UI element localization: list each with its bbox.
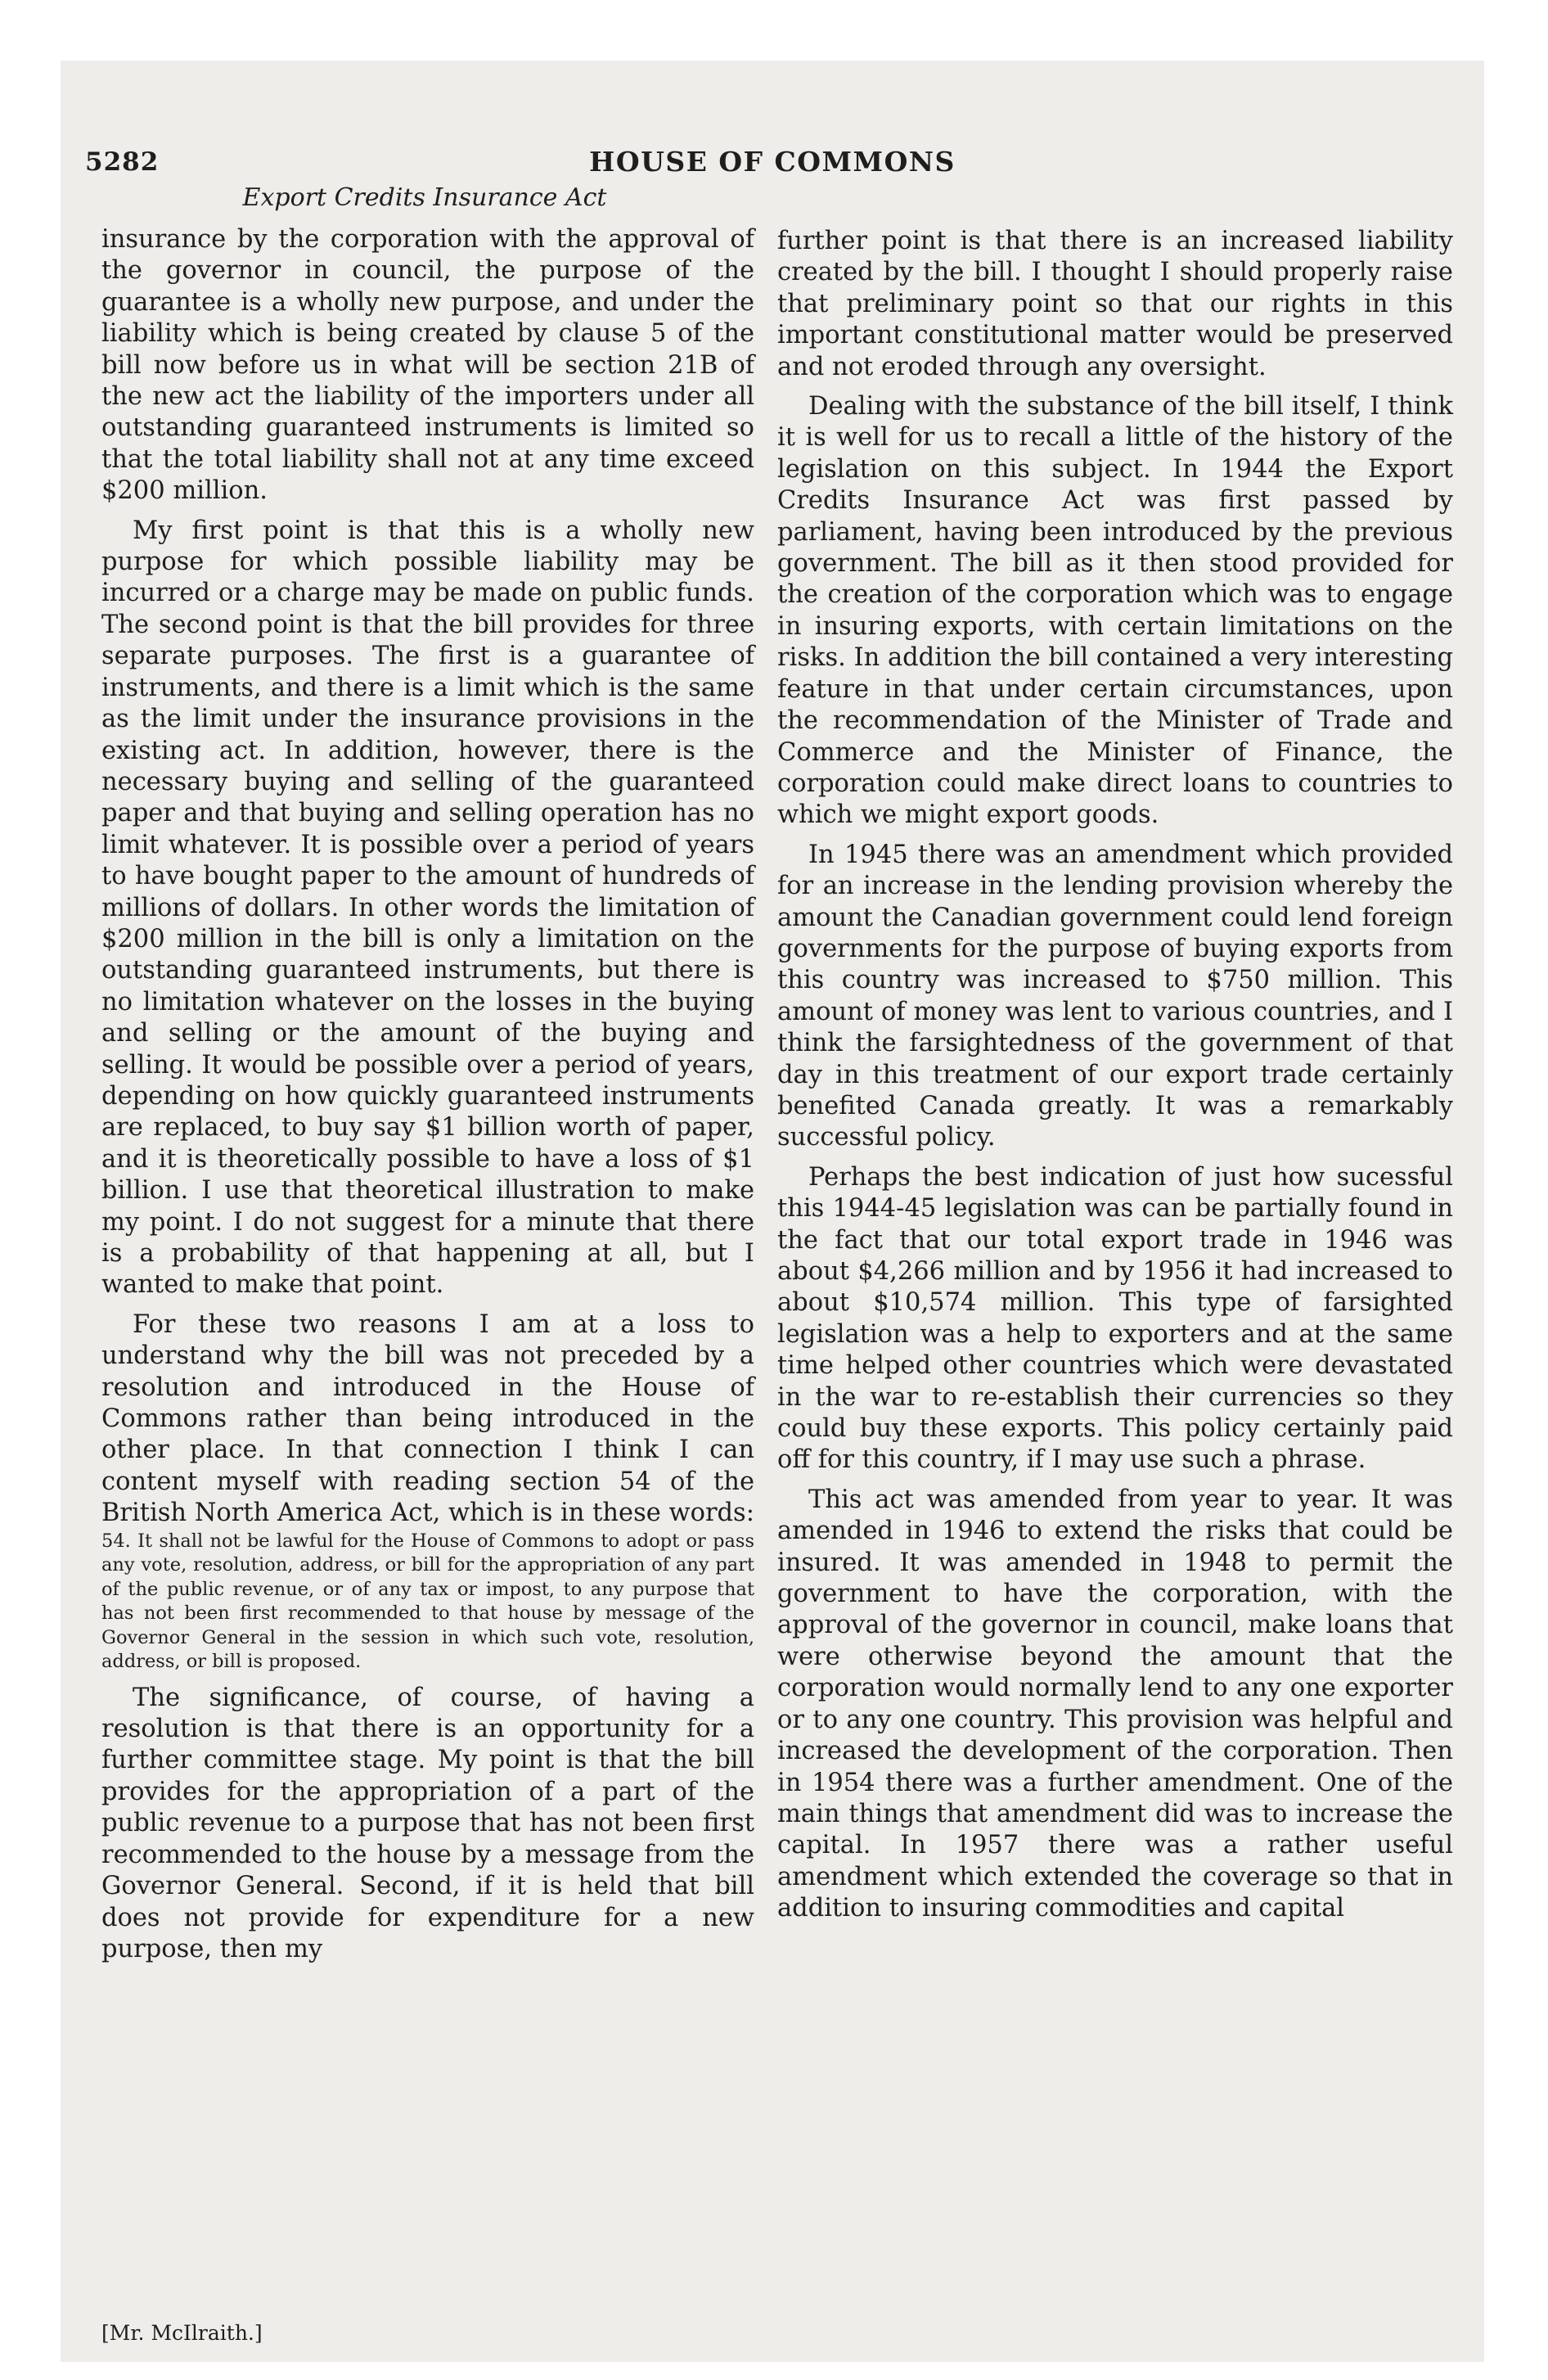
paragraph: For these two reasons I am at a loss to understand why the bill was not preceded by a resolution and introduced in the House of Commons rather than being introduced in the other place. In that connection I think I can content myself with reading section 54 of the British North America Act, which is in these words:	[101, 1309, 754, 1528]
paragraph: This act was amended from year to year. It was amended in 1946 to extend the risks that could be insured. It was amended in 1948 to permit the government to have the corporation, with the approval of the governor in council, make loans that were otherwise beyond the amount that the corporation would normally lend to any one exporter or to any one country. This provision was helpful and increased the development of the corporation. Then in 1954 there was a further amendment. One of the main things that amendment did was to increase the capital. In 1957 there was a rather useful amendment which extended the coverage so that in addition to insuring commodities and capital	[777, 1485, 1453, 1923]
document-page	[61, 61, 1484, 2362]
paragraph: Dealing with the substance of the bill itself, I think it is well for us to recall a little of the history of the legislation on this subject. In 1944 the Export Credits Insurance Act was first passed by parliament, having been introduced by the previous government. The bill as it then stood provided for the creation of the corporation which was to engage in insuring exports, with certain limitations on the risks. In addition the bill contained a very interesting feature in that under certain circumstances, upon the recommendation of the Minister of Trade and Commerce and the Minister of Finance, the corporation could make direct loans to countries to which we might export goods.	[777, 392, 1453, 830]
right-column	[777, 226, 1453, 1925]
speaker-attribution: [Mr. McIlraith.]	[101, 2321, 263, 2345]
paragraph: The significance, of course, of having a resolution is that there is an opportunity for a further committee stage. My point is that the bill provides for the appropriation of a part of the public revenue to a purpose that has not been first recommended to the house by a message from the Governor General. Second, if it is held that bill does not provide for expenditure for a new purpose, then my	[101, 1683, 754, 1963]
paragraph: In 1945 there was an amendment which provided for an increase in the lending provision whereby the amount the Canadian government could lend foreign governments for the purpose of buying exports from this country was increased to $750 million. This amount of money was lent to various countries, and I think the farsightedness of the government of that day in this treatment of our export trade certainly benefited Canada greatly. It was a remarkably successful policy.	[777, 840, 1453, 1152]
paragraph: further point is that there is an increased liability created by the bill. I thought I should properly raise that preliminary point so that our rights in this important constitutional matter would be preserved and not eroded through any oversight.	[777, 227, 1453, 381]
paragraph: My first point is that this is a wholly new purpose for which possible liability may be incurred or a charge may be made on public funds. The second point is that the bill provides for three separate purposes. The first is a guarantee of instruments, and there is a limit which is the same as the limit under the insurance provisions in the existing act. In addition, however, there is the necessary buying and selling of the guaranteed paper and that buying and selling operation has no limit whatever. It is possible over a period of years to have bought paper to the amount of hundreds of millions of dollars. In other words the limitation of $200 million in the bill is only a limitation on the outstanding guaranteed instruments, but there is no limitation whatever on the losses in the buying and selling or the amount of the buying and selling. It would be possible over a period of years, depending on how quickly guaranteed instruments are replaced, to buy say $1 billion worth of paper, and it is theoretically possible to have a loss of $1 billion. I use that theoretical illustration to make my point. I do not suggest for a minute that there is a probability of that happening at all, but I wanted to make that point.	[101, 516, 754, 1300]
running-head: HOUSE OF COMMONS	[589, 146, 956, 178]
paragraph: Perhaps the best indication of just how sucessful this 1944-45 legislation was can be partially found in the fact that our total export trade in 1946 was about $4,266 million and by 1956 it had increased to about $10,574 million. This type of farsighted legislation was a help to exporters and at the same time helped other countries which were devastated in the war to re-establish their currencies so they could buy these exports. This policy certainly paid off for this country, if I may use such a phrase.	[777, 1162, 1453, 1475]
paragraph: insurance by the corporation with the approval of the governor in council, the purpose of the guarantee is a wholly new purpose, and under the liability which is being created by clause 5 of the bill now before us in what will be section 21B of the new act the liability of the importers under all outstanding guaranteed instruments is limited so that the total liability shall not at any time exceed $200 million.	[101, 225, 754, 506]
page-number: 5282	[85, 147, 160, 177]
quoted-statute: 54. It shall not be lawful for the House of Commons to adopt or pass any vote, resolution, address, or bill for the appropriation of any part of the public revenue, or of any tax or impost, to any purpose that has not been first recommended to that house by message of the Governor General in the session in which such vote, resolution, address, or bill is proposed.	[101, 1530, 754, 1673]
left-column	[101, 224, 754, 1965]
section-title: Export Credits Insurance Act	[242, 183, 607, 212]
